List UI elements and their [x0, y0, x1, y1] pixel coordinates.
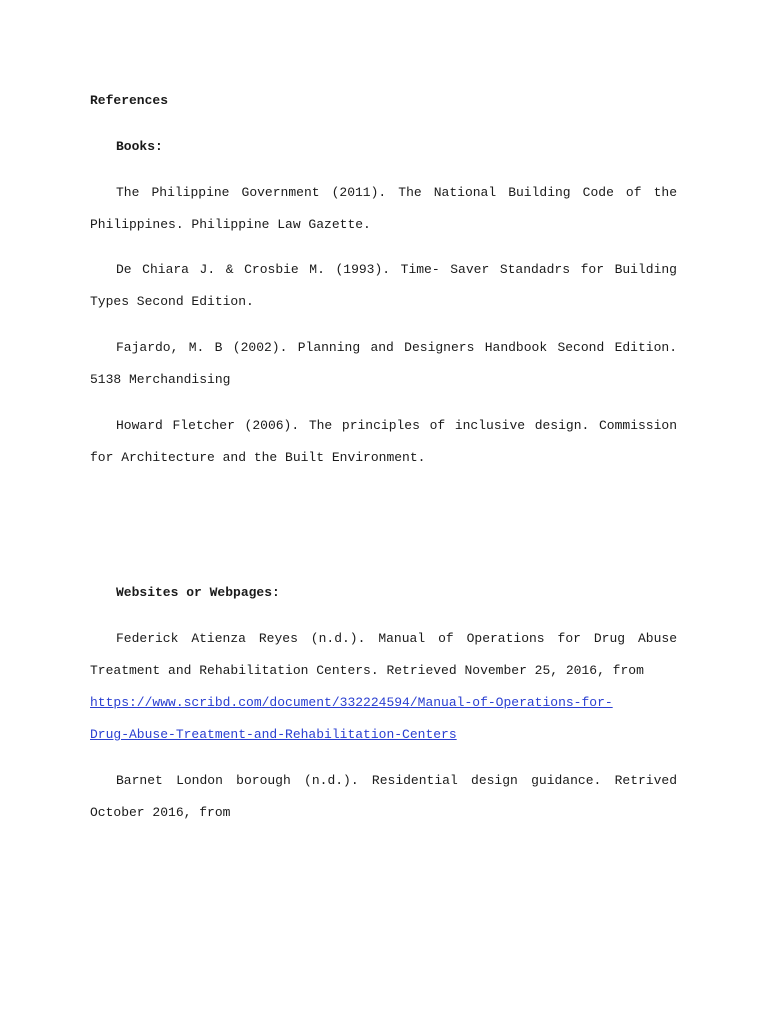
reference-entry: De Chiara J. & Crosbie M. (1993). Time- Saver Standadrs for Building Types Second Edition.: [90, 262, 677, 309]
reference-entry: Fajardo, M. B (2002). Planning and Designers Handbook Second Edition. 5138 Merchandising: [90, 340, 677, 387]
reference-entry: The Philippine Government (2011). The National Building Code of the Philippines. Philippine Law Gazette.: [90, 185, 677, 232]
books-heading: Books:: [116, 139, 163, 154]
reference-link-line-2: Drug-Abuse-Treatment-and-Rehabilitation-Centers: [90, 727, 457, 742]
reference-link[interactable]: [90, 695, 613, 742]
reference-entry: [90, 623, 677, 751]
websites-heading: Websites or Webpages:: [116, 585, 280, 600]
page-title: References: [90, 93, 169, 108]
reference-entry: Howard Fletcher (2006). The principles of inclusive design. Commission for Architecture and the Built Environment.: [90, 418, 677, 465]
reference-text: Federick Atienza Reyes (n.d.). Manual of Operations for Drug Abuse Treatment and Rehabilitation Centers. Retrieved November 25, 2016, from: [90, 631, 677, 678]
reference-link-line-1: https://www.scribd.com/document/332224594/Manual-of-Operations-for-: [90, 695, 613, 710]
reference-entry: Barnet London borough (n.d.). Residential design guidance. Retrived October 2016, from: [90, 773, 677, 820]
